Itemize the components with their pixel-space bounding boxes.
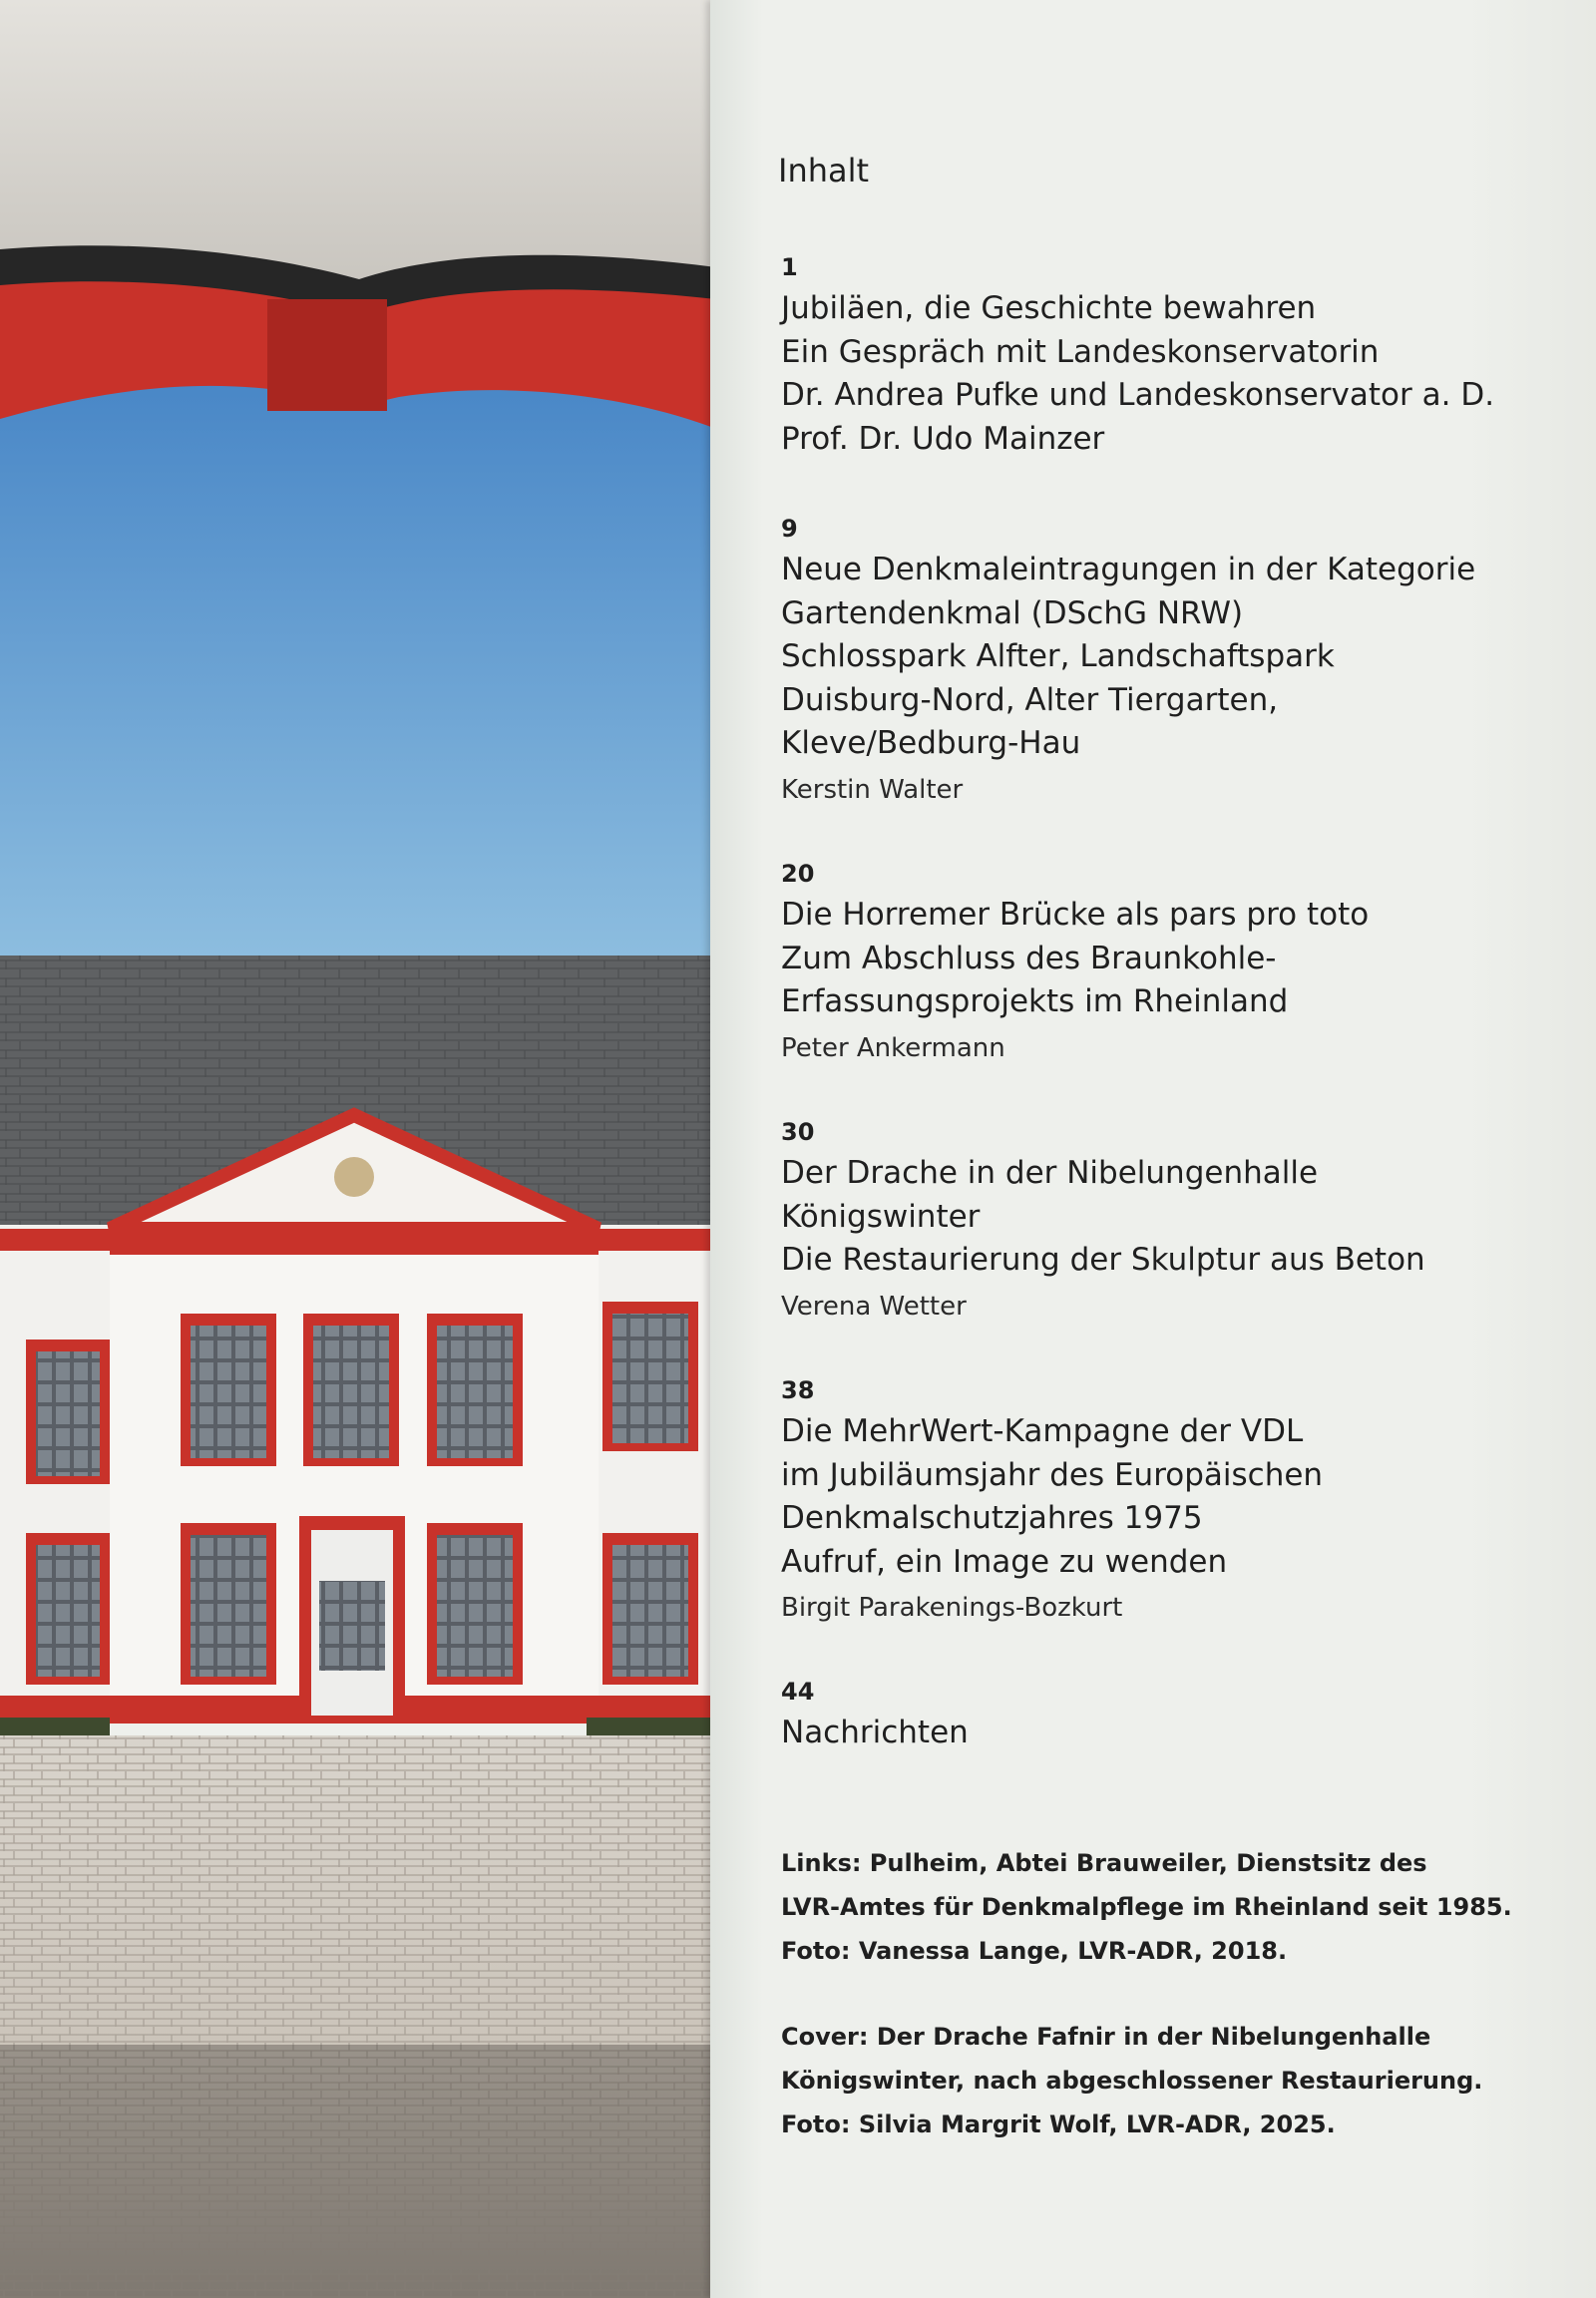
toc-entry (781, 1678, 969, 1755)
entry-title-line: Prof. Dr. Udo Mainzer (781, 420, 1105, 457)
entry-title-line: Der Drache in der Nibelungenhalle (781, 1155, 1319, 1191)
entry-title-line: Die MehrWert-Kampagne der VDL (781, 1413, 1304, 1449)
toc-entry (781, 1118, 1425, 1325)
entry-author: Verena Wetter (781, 1291, 967, 1322)
entry-title-line: Aufruf, ein Image zu wenden (781, 1543, 1228, 1580)
cover-caption (781, 2015, 1482, 2146)
entry-title-line: Schlosspark Alfter, Landschaftspark (781, 638, 1335, 675)
entry-title-line: Die Restaurierung der Skulptur aus Beton (781, 1242, 1425, 1279)
caption-line: Foto: Silvia Margrit Wolf, LVR-ADR, 2025. (781, 2110, 1336, 2138)
toc-entry (781, 515, 1475, 808)
caption-line: Foto: Vanessa Lange, LVR-ADR, 2018. (781, 1937, 1288, 1965)
entry-title-line: Die Horremer Brücke als pars pro toto (781, 897, 1370, 933)
entry-title-line: Jubiläen, die Geschichte bewahren (781, 290, 1317, 326)
courtyard-building-photo (0, 0, 716, 2298)
entry-title-line: Dr. Andrea Pufke und Landeskonservator a. D. (781, 377, 1495, 414)
entry-author: Kerstin Walter (781, 774, 964, 805)
caption-line: Königswinter, nach abgeschlossener Restaurierung. (781, 2067, 1483, 2095)
entry-title-line: im Jubiläumsjahr des Europäischen (781, 1456, 1324, 1493)
toc-entry (781, 253, 1494, 461)
entry-title-line: Königswinter (781, 1198, 981, 1235)
table-of-contents-page (710, 0, 1596, 2298)
page-number: 20 (781, 860, 815, 888)
page-number: 30 (781, 1118, 815, 1146)
entry-title-line: Gartendenkmal (DSchG NRW) (781, 594, 1244, 631)
caption-line: LVR-Amtes für Denkmalpflege im Rheinland seit 1985. (781, 1893, 1512, 1921)
entry-title-line: Kleve/Bedburg-Hau (781, 725, 1081, 762)
caption-line: Cover: Der Drache Fafnir in der Nibelungenhalle (781, 2023, 1431, 2051)
entry-author: Peter Ankermann (781, 1032, 1005, 1063)
entry-title-line: Neue Denkmaleintragungen in der Kategorie (781, 552, 1476, 587)
page-number: 38 (781, 1376, 815, 1404)
entry-title-line: Ein Gespräch mit Landeskonservatorin (781, 333, 1380, 370)
page-number: 1 (781, 253, 798, 281)
toc-entry (781, 1376, 1323, 1626)
entry-title-line: Denkmalschutzjahres 1975 (781, 1500, 1203, 1537)
page-number: 44 (781, 1678, 815, 1706)
caption-line: Links: Pulheim, Abtei Brauweiler, Dienstsitz des (781, 1849, 1427, 1877)
entry-author: Birgit Parakenings-Bozkurt (781, 1593, 1123, 1624)
entry-title-line: Duisburg-Nord, Alter Tiergarten, (781, 681, 1279, 718)
photo-caption (781, 1841, 1512, 1973)
entry-title-line: Zum Abschluss des Braunkohle- (781, 940, 1277, 976)
toc-entry (781, 860, 1369, 1066)
entry-title-line: Nachrichten (781, 1715, 969, 1750)
page-number: 9 (781, 515, 798, 543)
entry-title-line: Erfassungsprojekts im Rheinland (781, 983, 1289, 1020)
toc-heading: Inhalt (778, 152, 870, 190)
